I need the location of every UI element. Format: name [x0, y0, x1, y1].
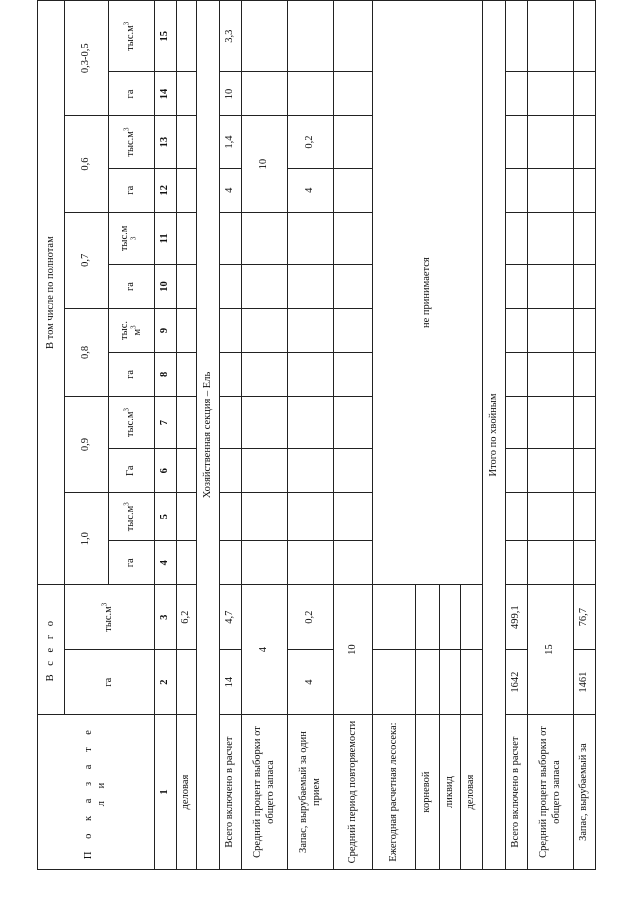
cell: 76,7 — [574, 585, 596, 650]
cell: 4 — [288, 168, 334, 212]
colnum: 6 — [155, 449, 177, 493]
row-label: Ежегодная расчетная лесосека: — [373, 715, 416, 870]
row-label: Запас, вырубаемый за — [574, 715, 596, 870]
colnum: 13 — [155, 116, 177, 168]
table-row — [528, 1, 574, 870]
row-label: ликвид — [440, 715, 461, 870]
colnum: 14 — [155, 72, 177, 116]
d10-tm-header: $тыс.м^3$ — [109, 493, 155, 541]
table-row — [373, 1, 416, 870]
d07-tm-header: тыс.м $^3$ — [109, 212, 155, 264]
cell: 15 — [528, 585, 574, 715]
cell: 1461 — [574, 650, 596, 715]
cell: 1642 — [506, 650, 528, 715]
row-label: Всего включено в расчет — [220, 715, 242, 870]
table-row — [177, 1, 197, 870]
d09-tm-header: $тыс.м^3$ — [109, 396, 155, 448]
colnum: 2 — [155, 650, 177, 715]
d07-ha-header: га — [109, 265, 155, 309]
d08-tm-header: тыс. $м^3$ — [109, 308, 155, 352]
total-ha-header: га — [65, 650, 155, 715]
table-row — [334, 1, 373, 870]
colnum: 15 — [155, 1, 177, 72]
rotated-table-scan — [37, 0, 590, 870]
section-row — [197, 1, 220, 870]
cell: 3,3 — [220, 1, 242, 72]
table-row — [242, 1, 288, 870]
section-title: Хозяйственная секция – Ель — [197, 1, 220, 870]
colnum: 11 — [155, 212, 177, 264]
cell: 4,7 — [220, 585, 242, 650]
row-label: Запас, вырубаемый за один прием — [288, 715, 334, 870]
section-row — [483, 1, 506, 870]
total-tm-header: $тыс.м^3$ — [65, 585, 155, 650]
colnum: 8 — [155, 352, 177, 396]
cell: 4 — [242, 585, 288, 715]
density-0-9: 0,9 — [65, 396, 109, 492]
row-label: Средний процент выборки от общего запаса — [528, 715, 574, 870]
d06-ha-header: га — [109, 168, 155, 212]
indicators-header: П о к а з а т е л и — [38, 715, 155, 870]
cell: 4 — [288, 650, 334, 715]
table-row — [574, 1, 596, 870]
cell: 4 — [220, 168, 242, 212]
row-label: Всего включено в расчет — [506, 715, 528, 870]
cell: 10 — [334, 585, 373, 715]
table-row — [506, 1, 528, 870]
table-row — [220, 1, 242, 870]
density-0-7: 0,7 — [65, 212, 109, 308]
colnum: 7 — [155, 396, 177, 448]
cutting-volume-table — [37, 0, 596, 870]
colnum: 5 — [155, 493, 177, 541]
density-0-3-0-5: 0,3-0,5 — [65, 1, 109, 116]
section-title: Итого по хвойным — [483, 1, 506, 870]
row-label: Средний процент выборки от общего запаса — [242, 715, 288, 870]
d06-tm-header: $тыс.м^3$ — [109, 116, 155, 168]
colnum: 4 — [155, 541, 177, 585]
density-1-0: 1,0 — [65, 493, 109, 585]
header-row-1 — [38, 1, 65, 870]
cell: 0,2 — [288, 585, 334, 650]
colnum: 9 — [155, 308, 177, 352]
cell: 10 — [242, 116, 288, 212]
cell: 6,2 — [177, 585, 197, 650]
including-header: В том числе по полнотам — [38, 1, 65, 585]
d0305-tm-header: $тыс.м^3$ — [109, 1, 155, 72]
d08-ha-header: га — [109, 352, 155, 396]
table-row — [288, 1, 334, 870]
row-label: Средний период повторяемости — [334, 715, 373, 870]
d10-ha-header: га — [109, 541, 155, 585]
total-header: В с е г о — [38, 585, 65, 715]
row-label: деловая — [461, 715, 483, 870]
d0305-ha-header: га — [109, 72, 155, 116]
row-label: корневой — [416, 715, 440, 870]
cell: 0,2 — [288, 116, 334, 168]
density-0-6: 0,6 — [65, 116, 109, 212]
colnum: 10 — [155, 265, 177, 309]
density-0-8: 0,8 — [65, 308, 109, 396]
d09-ha-header: Га — [109, 449, 155, 493]
not-accepted-note: не принимается — [373, 1, 483, 585]
colnum: 1 — [155, 715, 177, 870]
cell: 1,4 — [220, 116, 242, 168]
colnum: 3 — [155, 585, 177, 650]
cell: 14 — [220, 650, 242, 715]
row-label: деловая — [177, 715, 197, 870]
colnum: 12 — [155, 168, 177, 212]
cell: 499,1 — [506, 585, 528, 650]
cell — [177, 650, 197, 715]
column-number-row — [155, 1, 177, 870]
cell: 10 — [220, 72, 242, 116]
